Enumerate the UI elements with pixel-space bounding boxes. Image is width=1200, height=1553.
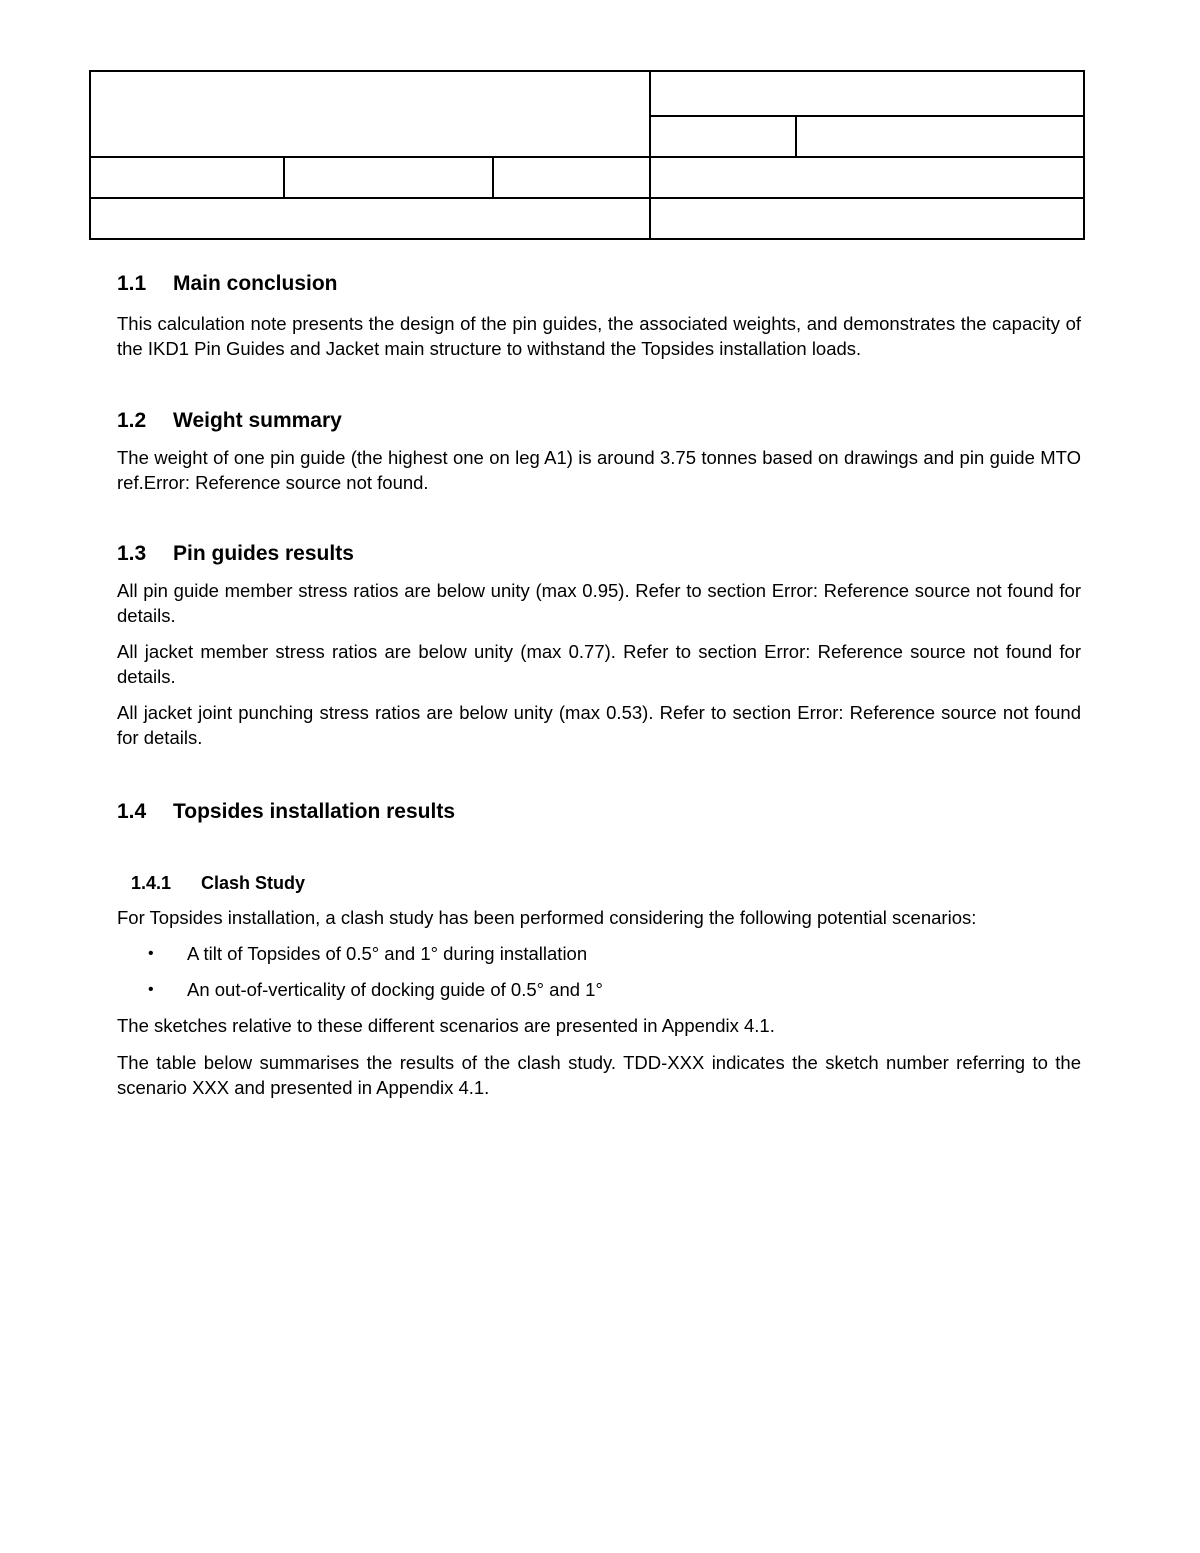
list-item xyxy=(117,977,1081,1002)
section-title: Main conclusion xyxy=(173,272,338,295)
paragraph: The table below summarises the results of the clash study. TDD-XXX indicates the sketch number referring to the scenario XXX and presented in Appendix 4.1. xyxy=(117,1052,1081,1098)
section-heading-topsides-installation-results xyxy=(117,800,1081,824)
section-title: Topsides installation results xyxy=(173,800,456,823)
paragraph: The weight of one pin guide (the highest one on leg A1) is around 3.75 tonnes based on drawings and pin guide MTO ref.Error: Reference source not found. xyxy=(117,447,1081,493)
section-heading-weight-summary xyxy=(117,409,1081,433)
subsection-heading-clash-study xyxy=(117,873,1081,894)
section-number: 1.2 xyxy=(117,409,147,432)
paragraph: The sketches relative to these different scenarios are presented in Appendix 4.1. xyxy=(117,1015,775,1036)
subsection-title: Clash Study xyxy=(201,873,306,893)
list-item-text: A tilt of Topsides of 0.5° and 1° during installation xyxy=(187,943,588,964)
paragraph: This calculation note presents the design of the pin guides, the associated weights, and demonstrates the capacity of the IKD1 Pin Guides and Jacket main structure to withstand the Topsides installation loads. xyxy=(117,313,1081,359)
title-block-grid xyxy=(89,70,1085,240)
section-number: 1.3 xyxy=(117,542,147,565)
section-number: 1.4 xyxy=(117,800,147,823)
bullet-icon: • xyxy=(148,981,154,998)
subsection-number: 1.4.1 xyxy=(131,873,172,893)
section-title: Pin guides results xyxy=(173,542,354,565)
section-heading-pin-guides-results xyxy=(117,542,1081,566)
paragraph: All jacket joint punching stress ratios are below unity (max 0.53). Refer to section Error: Reference source not found for details. xyxy=(117,702,1081,748)
bullet-icon: • xyxy=(148,945,154,962)
document-body xyxy=(117,272,1081,1100)
section-number: 1.1 xyxy=(117,272,147,295)
title-block-table xyxy=(89,70,1085,240)
paragraph: For Topsides installation, a clash study has been performed considering the following potential scenarios: xyxy=(117,907,977,928)
paragraph: All pin guide member stress ratios are below unity (max 0.95). Refer to section Error: Reference source not found for details. xyxy=(117,580,1081,626)
scenario-list xyxy=(117,941,1081,1002)
paragraph: All jacket member stress ratios are below unity (max 0.77). Refer to section Error: Reference source not found for details. xyxy=(117,641,1081,687)
section-title: Weight summary xyxy=(173,409,342,432)
list-item xyxy=(117,941,1081,966)
section-heading-main-conclusion xyxy=(117,272,1081,296)
list-item-text: An out-of-verticality of docking guide of 0.5° and 1° xyxy=(187,979,603,1000)
